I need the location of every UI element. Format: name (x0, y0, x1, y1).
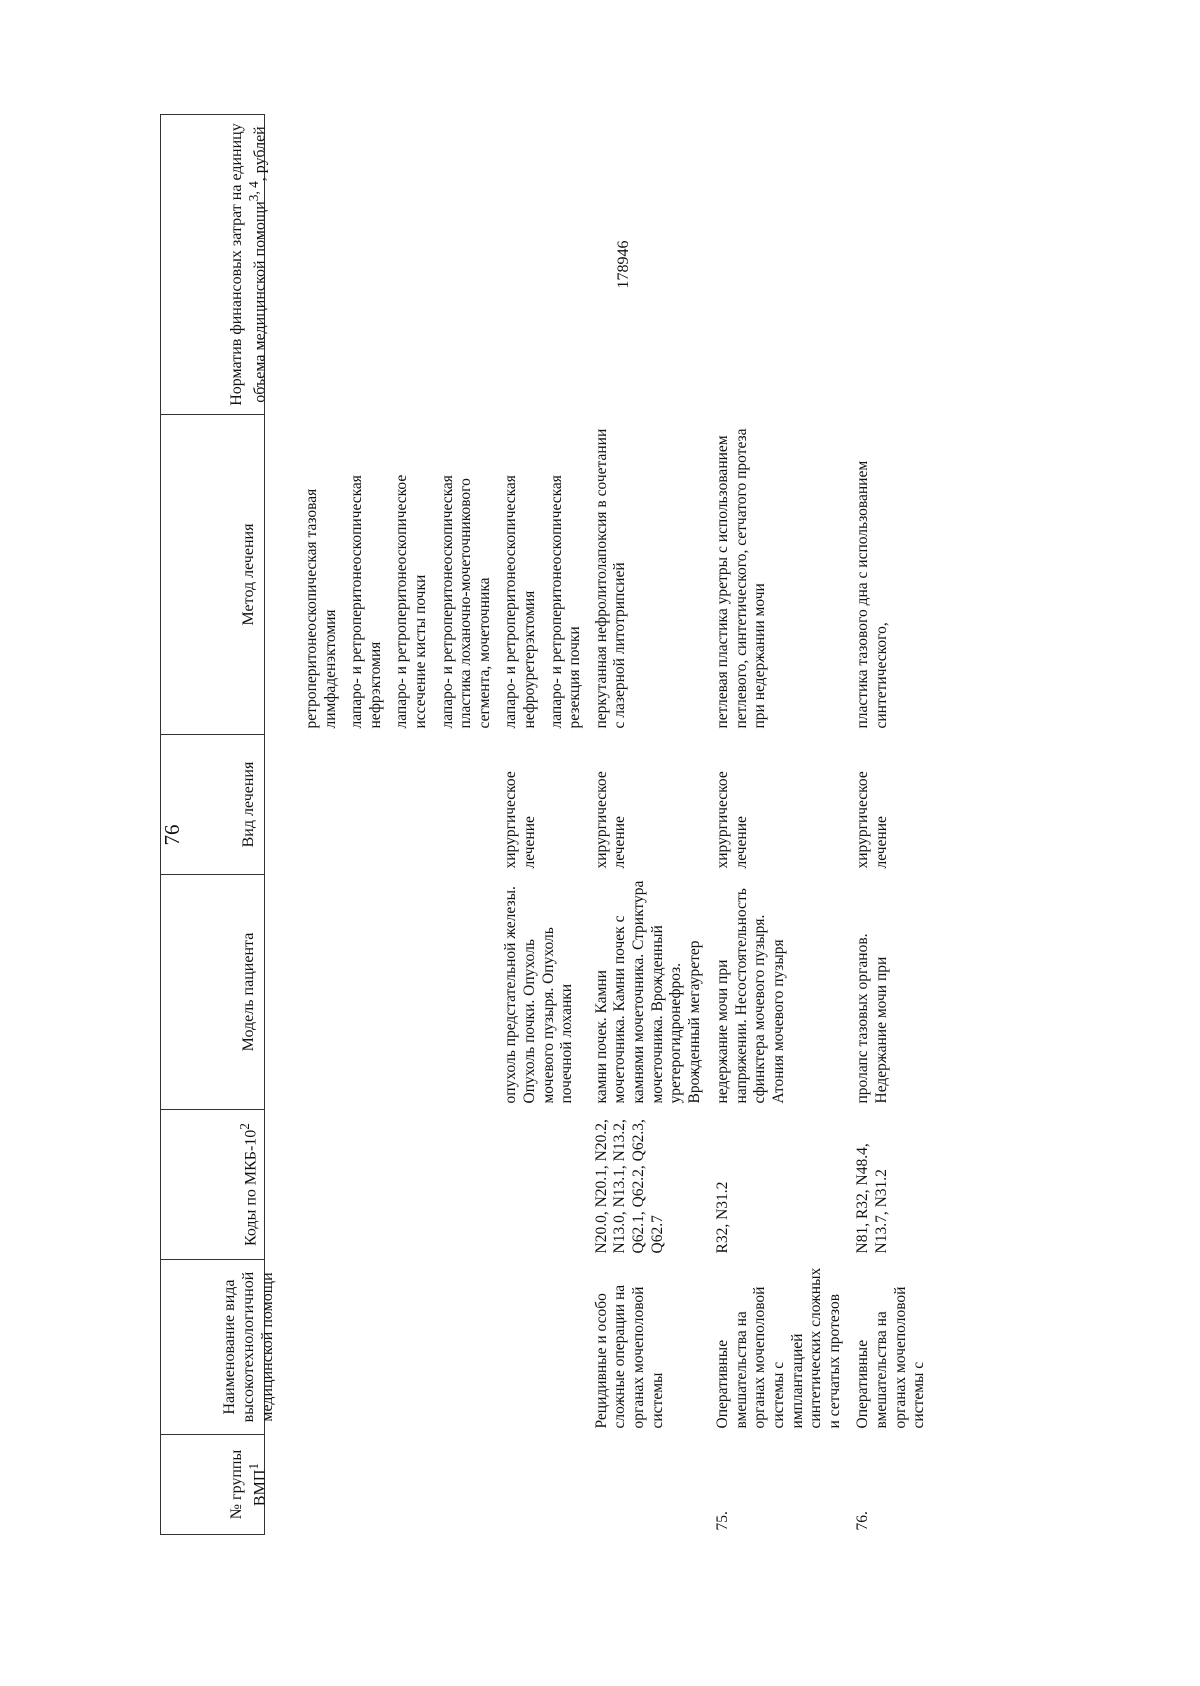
method-text: лапаро- и ретроперитонеоскопическая нефроуретерэктомия (502, 475, 538, 729)
method-cell (502, 415, 592, 735)
vmp-table (160, 114, 929, 1535)
method-cell: петлевая пластика уретры с использованием петлевого, синтетического, сетчатого протеза при недержании мочи (714, 428, 769, 729)
header-codes: Коды по МКБ-$10^2$ (197, 1110, 301, 1260)
model-cell: пролапс тазовых органов. Недержание мочи при (854, 933, 891, 1104)
table-row (502, 115, 592, 1535)
header-method: Метод лечения (197, 415, 301, 735)
rotated-sheet (160, 65, 1200, 1625)
name-cell: Оперативные вмешательства на органах мочеполовой системы с (854, 1286, 928, 1429)
header-group-no: № группы ВМП$^1$ (197, 1435, 301, 1535)
method-text: лапаро- и ретроперитонеоскопическая пластика лоханочно-мочеточникового сегмента, мочеточника (438, 475, 493, 729)
name-cell: Рецидивные и особо сложные операции на органах мочеполовой системы (592, 1284, 666, 1429)
codes-cell: N20.0, N20.1, N20.2, N13.0, N13.1, N13.2, Q62.1, Q62.2, Q62.3, Q62.7 (592, 1119, 666, 1254)
treatment-type-cell: хирургическое лечение (714, 771, 750, 869)
model-cell: опухоль предстательной железы. Опухоль почки. Опухоль мочевого пузыря. Опухоль почечной лоханки (502, 886, 576, 1104)
method-text: лапаро- и ретроперитонеоскопическое иссечение кисты почки (393, 474, 429, 729)
treatment-type-cell: хирургическое лечение (592, 771, 629, 869)
method-text: лапаро- и ретроперитонеоскопическая нефрэктомия (348, 475, 384, 729)
treatment-type-cell: хирургическое лечение (854, 771, 891, 869)
codes-cell: N81, R32, N48.4, N13.7, N31.2 (854, 1143, 891, 1254)
method-cell: пластика тазового дна с использованием синтетического, (854, 460, 891, 729)
cost-value: 178946 (615, 240, 633, 289)
model-cell: недержание мочи при напряжении. Несостоятельность сфинктера мочевого пузыря. Атония мочевого пузыря (714, 888, 788, 1104)
header-cost: Норматив финансовых затрат на единицу объема медицинской помощи$^{3, 4}$, рублей (197, 115, 301, 415)
model-cell: камни почек. Камни мочеточника. Камни почек с камнями мочеточника. Стриктура мочеточника. Врожденный уретерогидронефроз. Врожденный мегауретер (592, 880, 703, 1104)
header-model: Модель пациента (197, 875, 301, 1110)
treatment-type-cell: хирургическое лечение (502, 771, 538, 869)
group-number: 76. (854, 1511, 872, 1531)
header-row (161, 115, 265, 1535)
page-number: 76 (160, 824, 184, 846)
table-row (844, 115, 928, 1535)
method-text: ретроперитонеоскопическая тазовая лимфаденэктомия (303, 488, 339, 729)
method-cell: перкутанная нефролитолапоксия в сочетании с лазерной литотрипсией (592, 428, 629, 729)
cost-value (844, 115, 928, 415)
header-treatment-type: Вид лечения (197, 735, 301, 875)
name-cell: Оперативные вмешательства на органах мочеполовой системы с имплантацией синтетических сложных и сетчатых протезов (714, 1267, 843, 1429)
codes-cell: R32, N31.2 (714, 1181, 732, 1254)
header-name: Наименование вида высокотехнологичной медицинской помощи (197, 1260, 301, 1435)
group-number: 75. (714, 1511, 732, 1531)
method-text: лапаро- и ретроперитонеоскопическая резекция почки (547, 475, 584, 729)
table-row (704, 115, 844, 1535)
